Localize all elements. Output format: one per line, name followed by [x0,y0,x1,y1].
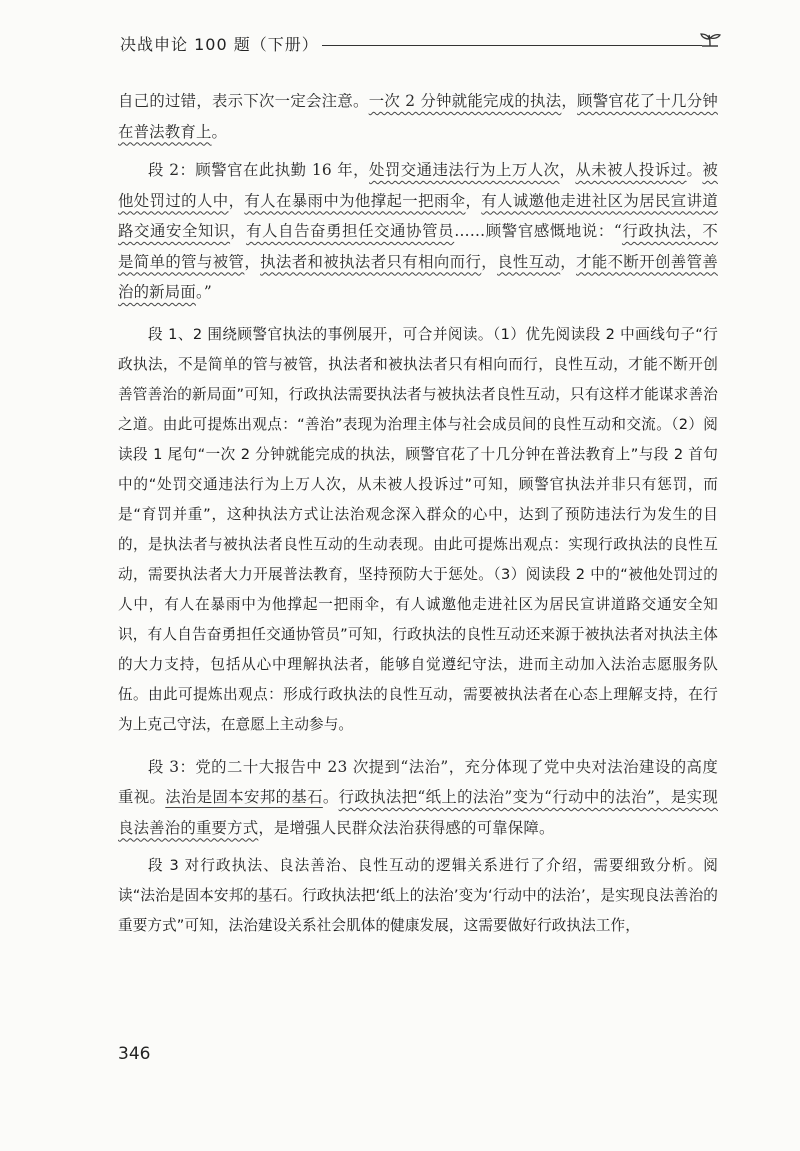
text-run: ， [465,191,482,210]
underlined-phrase: 才能不断开创善管善治的新局面 [118,252,718,301]
text-run: ， [481,252,498,271]
underlined-phrase: 从未被人投诉过 [575,161,687,179]
underlined-phrase: 有人自告奋勇担任交通协管员 [246,222,455,240]
text-run: 。” [195,283,212,301]
text-run: ， [244,252,261,271]
text-run: ……顾警官感慨地说：“ [454,222,622,240]
text-run: 段 2：顾警官在此执勤 16 年， [148,161,370,179]
material-paragraph-0 [118,86,718,147]
underlined-phrase: 有人诚邀他走进社区为居民宣讲道路交通安全知识 [118,191,718,240]
page-body [118,86,718,941]
underlined-phrase: 一次 2 分钟就能完成的执法 [368,92,562,110]
underlined-phrase: 执法者和被执法者只有相向而行 [260,252,482,271]
sprout-icon [698,32,722,60]
running-header [120,32,720,62]
underlined-phrase: 行政执法把“纸上的法治”变为“行动中的法治”，是实现良法善治的重要方式 [118,788,718,837]
text-run: ， [230,222,247,240]
text-run: ，是增强人民群众法治获得感的可靠保障。 [258,818,555,837]
text-run: 段 3：党的二十大报告中 23 次提到“法治”，充分体现了党中央对法治建设的高度重视。 [118,757,718,806]
analysis-paragraph-1: 段 1、2 围绕顾警官执法的事例展开，可合并阅读。（1）优先阅读段 2 中画线句子“行政执法，不是简单的管与被管，执法者和被执法者只有相向而行，良性互动，才能不断开创善管善治的新局面”可知，行政执法需要执法者与被执法者良性互动，只有这样才能谋求善治之道。由此可提炼出观点：“善治”表现为治理主体与社会成员间的良性互动和交流。（2）阅读段 1 尾句“一次 2 分钟就能完成的执法，顾警官花了十几分钟在普法教育上”与段 2 首句中的“处罚交通违法行为上万人次，从未被人投诉过”可知，顾警官执法并非只有惩罚，而是“育罚并重”，这种执法方式让法治观念深入群众的心中，达到了预防违法行为发生的目的，是执法者与被执法者良性互动的生动表现。由此可提炼出观点：实现行政执法的良性互动，需要执法者大力开展普法教育，坚持预防大于惩处。（3）阅读段 2 中的“被他处罚过的人中，有人在暴雨中为他撑起一把雨伞，有人诚邀他走进社区为居民宣讲道路交通安全知识，有人自告奋勇担任交通协管员”可知，行政执法的良性互动还来源于被执法者对执法主体的大力支持，包括从心中理解执法者，能够自觉遵纪守法，进而主动加入法治志愿服务队伍。由此可提炼出观点：形成行政执法的良性互动，需要被执法者在心态上理解支持，在行为上克己守法，在意愿上主动参与。 [118,325,718,733]
text-run: ， [560,252,577,271]
underlined-phrase: 良性互动 [497,252,561,271]
text-run: 。 [211,122,228,141]
text-run: 自己的过错，表示下次一定会注意。 [118,92,369,110]
text-run: ， [559,161,576,179]
text-run: 。 [686,161,703,179]
header-rule [322,45,702,46]
underlined-phrase: 被他处罚过的人中 [118,161,718,210]
material-paragraph-2 [118,155,718,308]
underlined-phrase: 行政执法，不是简单的管与被管 [118,222,719,271]
text-run: 。 [322,788,339,806]
book-title: 决战申论 100 题（下册） [120,35,319,54]
underlined-phrase: 顾警官花了十几分钟在普法教育上 [118,92,718,141]
underlined-phrase: 法治是固本安邦的基石 [165,788,323,806]
underlined-phrase: 有人在暴雨中为他撑起一把雨伞 [244,191,466,210]
analysis-paragraph-2: 段 3 对行政执法、良法善治、良性互动的逻辑关系进行了介绍，需要细致分析。阅读“法治是固本安邦的基石。行政执法把‘纸上的法治’变为‘行动中的法治’，是实现良法善治的重要方式”可知，法治建设关系社会肌体的健康发展，这需要做好行政执法工作， [118,857,718,934]
page-number: 346 [118,1044,151,1064]
material-paragraph-3 [118,752,718,844]
text-run: ， [561,92,578,110]
underlined-phrase: 处罚交通违法行为上万人次 [369,161,560,179]
text-run: ， [228,191,245,210]
